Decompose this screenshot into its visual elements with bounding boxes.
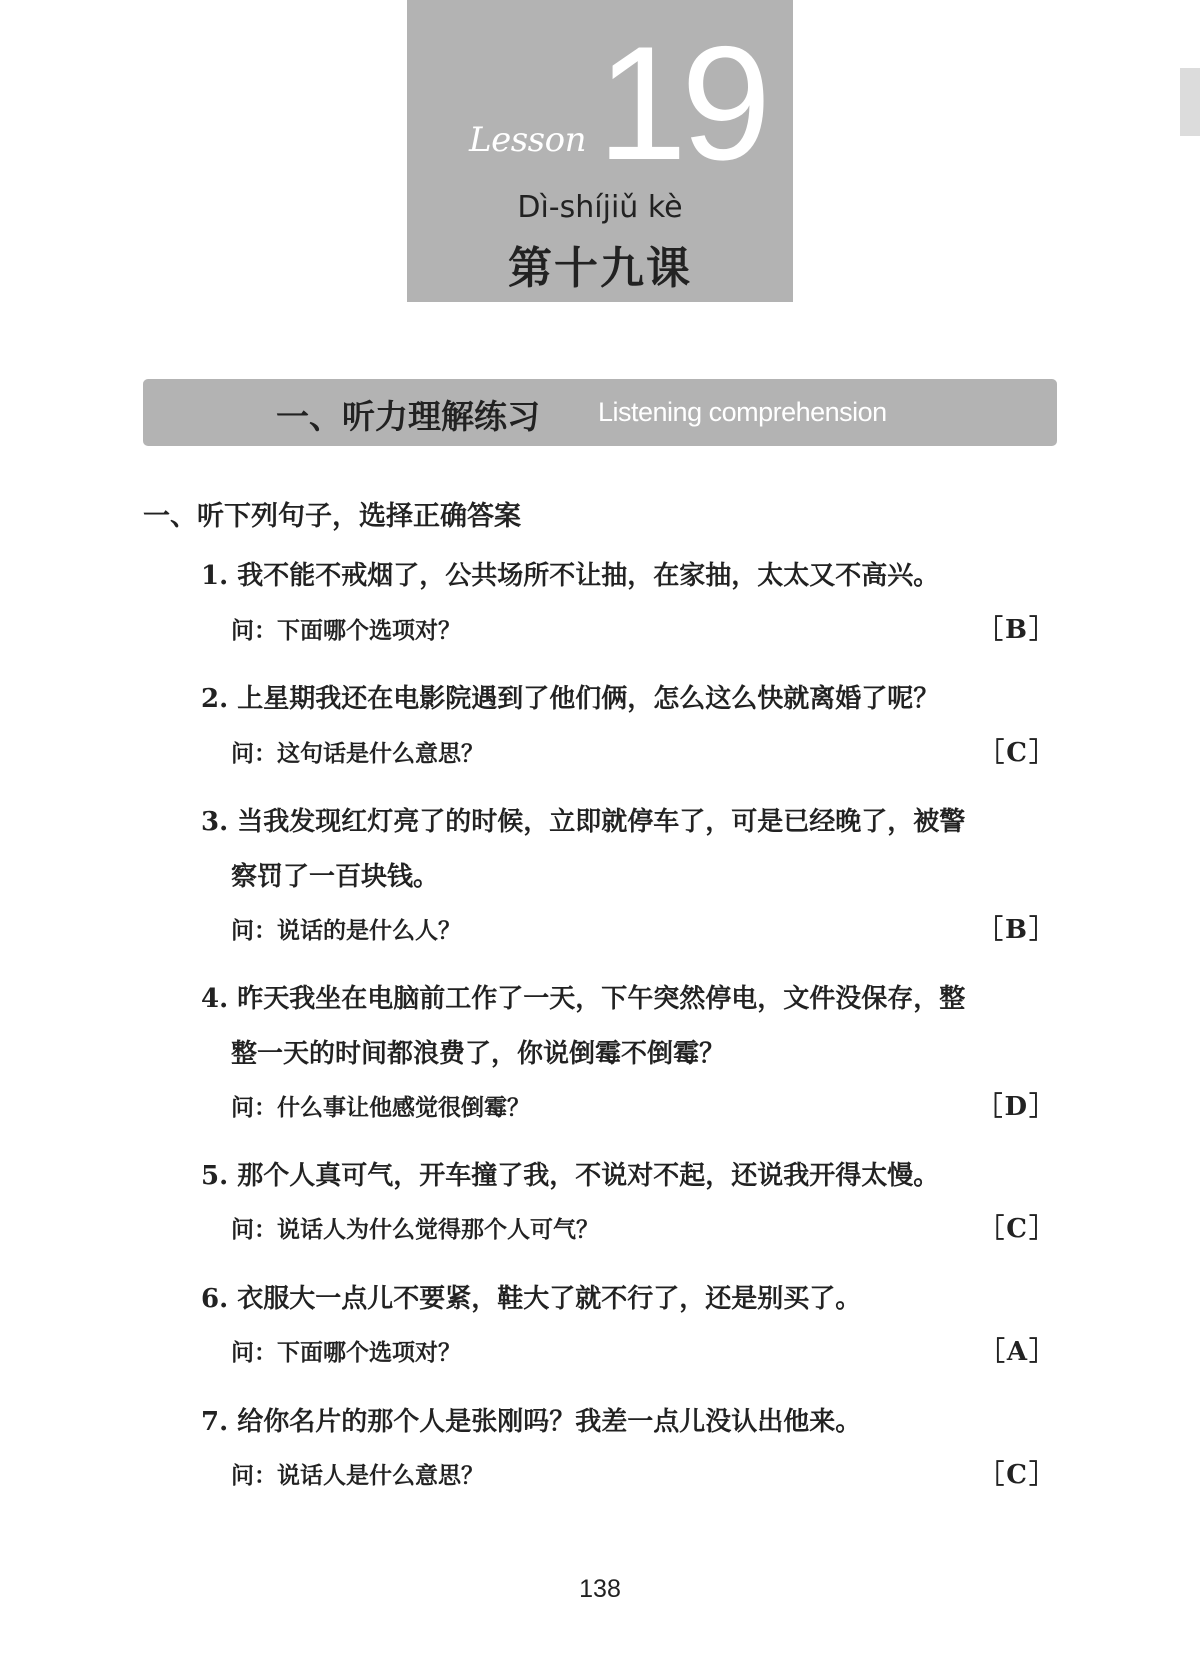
question-4-ask: 问：什么事让他感觉很倒霉？ (231, 1095, 530, 1121)
lesson-label: Lesson (469, 120, 586, 160)
page-edge-tab (1180, 68, 1200, 136)
question-7-text: 7. 给你名片的那个人是张刚吗？我差一点儿没认出他来。 (201, 1407, 862, 1437)
question-3-answer: ［B］ (977, 915, 1057, 945)
question-6-text: 6. 衣服大一点儿不要紧，鞋大了就不行了，还是别买了。 (201, 1284, 862, 1314)
question-4-text: 4. 昨天我坐在电脑前工作了一天，下午突然停电，文件没保存，整 (201, 984, 966, 1014)
question-7-ask: 问：说话人是什么意思？ (231, 1463, 484, 1489)
question-5-text: 5. 那个人真可气，开车撞了我，不说对不起，还说我开得太慢。 (201, 1161, 940, 1191)
section-title-en: Listening comprehension (598, 397, 887, 427)
section-banner (143, 379, 1057, 446)
question-1-text: 1. 我不能不戒烟了，公共场所不让抽，在家抽，太太又不高兴。 (201, 561, 940, 591)
question-4-answer: ［D］ (976, 1092, 1057, 1122)
question-1-ask: 问：下面哪个选项对？ (231, 618, 461, 644)
question-6-answer: ［A］ (978, 1337, 1057, 1367)
section-title-cn: 一、听力理解练习 (276, 397, 540, 436)
lesson-number: 19 (597, 13, 766, 194)
question-7-answer: ［C］ (978, 1460, 1057, 1490)
exercise-instruction: 一、听下列句子，选择正确答案 (143, 501, 521, 532)
question-2-text: 2. 上星期我还在电影院遇到了他们俩，怎么这么快就离婚了呢？ (201, 684, 940, 714)
question-5-answer: ［C］ (978, 1214, 1057, 1244)
question-4-text-cont: 整一天的时间都浪费了，你说倒霉不倒霉？ (231, 1039, 726, 1069)
question-5-ask: 问：说话人为什么觉得那个人可气？ (231, 1217, 599, 1243)
question-2-answer: ［C］ (978, 738, 1057, 768)
question-6-ask: 问：下面哪个选项对？ (231, 1340, 461, 1366)
question-3-ask: 问：说话的是什么人？ (231, 918, 461, 944)
lesson-header (407, 0, 793, 302)
page-number: 138 (579, 1575, 621, 1603)
lesson-title-cn: 第十九课 (508, 243, 692, 294)
question-2-ask: 问：这句话是什么意思？ (231, 741, 484, 767)
lesson-pinyin: Dì-shíjiǔ kè (517, 190, 683, 225)
question-1-answer: ［B］ (977, 615, 1057, 645)
question-3-text: 3. 当我发现红灯亮了的时候，立即就停车了，可是已经晚了，被警 (201, 807, 966, 837)
question-3-text-cont: 察罚了一百块钱。 (231, 862, 440, 892)
